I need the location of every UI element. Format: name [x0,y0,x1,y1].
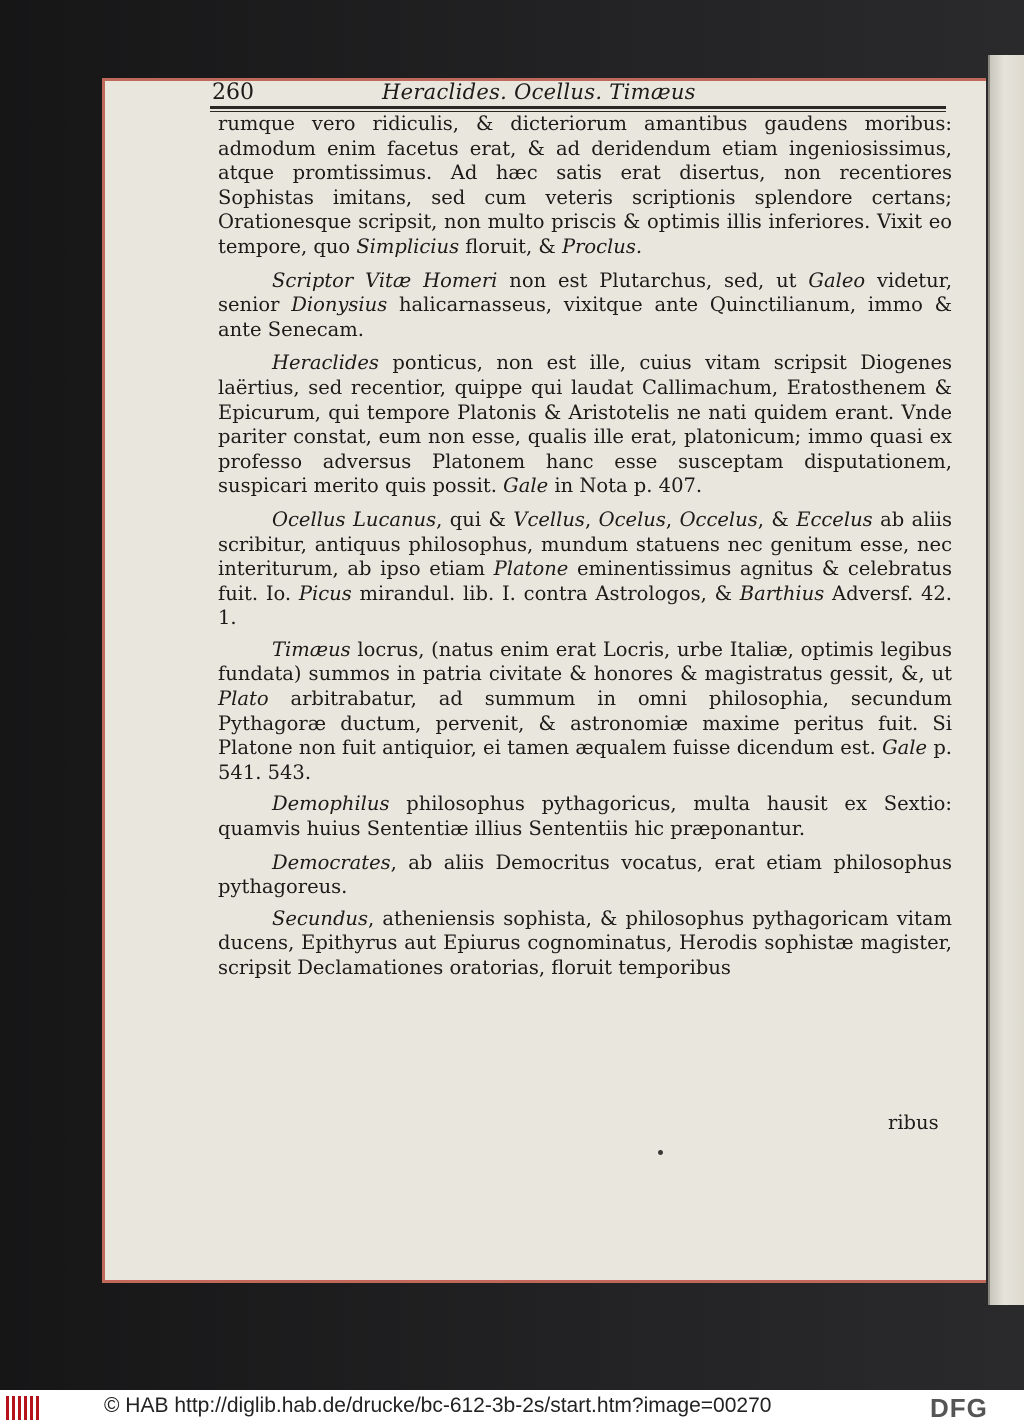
text-run: Adversf. 42. 1. [218,581,952,630]
text-run: , atheniensis sophista, & philosophus pythagoricam vitam ducens, Epithyrus aut Epiurus cognominatus, Herodis sophistæ magister, scripsit Declamationes oratorias, floruit temporibus [218,906,952,979]
italic-text: Eccelus [796,507,873,531]
text-run: , & [757,507,797,531]
italic-text: Gale [503,474,549,498]
italic-text: Occelus [679,507,758,531]
italic-text: Galeo [808,268,866,292]
italic-text: Democrates [272,850,391,874]
italic-text: Gale [882,736,928,760]
hab-logo-icon [6,1396,46,1420]
paragraph [218,351,952,499]
text-run: eminentissimus agnitus & celebratus fuit. Io. [218,557,952,605]
source-link[interactable]: © HAB http://diglib.hab.de/drucke/bc-612-3b-2s/start.htm?image=00270 [104,1394,772,1417]
text-run: locrus, (natus enim erat Locris, urbe Italiæ, optimis legibus fundata) summos in patria civitate & honores & magistratus gessit, &, ut [218,637,952,686]
ink-speck [658,1150,663,1155]
italic-text: Demophilus [272,792,390,816]
italic-text: Scriptor Vitæ Homeri [272,268,498,292]
paragraph [218,851,952,900]
page-header [212,80,952,106]
paragraph [218,269,952,343]
text-run: floruit, & [459,234,562,258]
italic-text: Proclus. [561,234,643,258]
italic-text: Ocelus [598,507,666,531]
italic-text: Picus [298,581,352,605]
text-run: arbitrabatur, ad summum in omni philosophia, secundum Pythagoræ ductum, pervenit, & astronomiæ maxime peritus fuit. Si Platone non fuit antiquior, ei tamen æqualem fuisse dicendum est. [218,687,952,760]
italic-text: Heraclides [272,351,379,375]
text-run: , [584,507,599,531]
dfg-logo: DFG [930,1393,988,1423]
text-run: , ab aliis Democritus vocatus, erat etiam philosophus pythagoreus. [218,850,952,899]
text-run: videtur, senior [218,268,953,317]
text-run: in Nota p. 407. [548,474,703,498]
text-run: ab aliis scribitur, antiquus philosophus, mundum statuens nec genitum esse, nec interiturum, ab ipso etiam [218,507,953,581]
running-title: Heraclides. Ocellus. Timæus [382,80,696,104]
text-run: philosophus pythagoricus, multa hausit ex Sextio: quamvis huius Sententiæ illius Sententiis hic præponantur. [218,792,952,841]
text-run: ponticus, non est ille, cuius vitam scripsit Diogenes laërtius, sed recentior, quippe qui laudat Callimachum, Eratosthenem & Epicurum, qui tempore Platonis & Aristotelis ne nati quidem erant. Vnde pariter constat, eum non esse, qualis ille erat, platonicum; immo quasi ex professo adversus Platonem hanc esse susceptam disputationem, suspicari merito quis possit. [218,351,952,498]
italic-text: Simplicius [356,234,460,258]
text-run: , qui & [436,507,514,531]
catchword: ribus [888,1111,939,1134]
italic-text: Ocellus Lucanus [272,507,437,531]
facing-page-edge [988,55,1024,1305]
paragraph [218,112,952,260]
text-run: rumque vero ridiculis, & dicteriorum amantibus gaudens moribus: admodum enim facetus erat, & ad deridendum etiam ingeniosissimus, atque promtissimus. Ad hæc satis erat disertus, non recentiores Sophistas imitans, sed cum veteris scriptionis splendore certans; Orationesque scripsit, non multo priscis & optimis illis inferiores. Vixit eo tempore, quo [218,112,952,258]
paragraph [218,508,952,631]
paragraph [218,638,952,786]
body-text [218,112,952,981]
paragraph [218,907,952,981]
italic-text: Dionysius [291,293,388,317]
text-run: mirandul. lib. I. contra Astrologos, & [351,581,740,605]
text-run: non est Plutarchus, sed, ut [497,268,809,292]
italic-text: Timæus [272,637,351,661]
text-run: p. 541. 543. [218,736,952,784]
page-number: 260 [212,80,254,105]
italic-text: Plato [218,687,269,711]
italic-text: Barthius [739,581,825,605]
text-run: , [665,507,680,531]
header-rule [210,106,946,109]
paragraph [218,792,952,841]
italic-text: Vcellus [513,507,585,531]
text-run: halicarnasseus, vixitque ante Quinctilianum, immo & ante Senecam. [218,293,952,341]
italic-text: Platone [493,557,569,581]
footer-bar [0,1390,1024,1425]
italic-text: Secundus [272,906,368,930]
